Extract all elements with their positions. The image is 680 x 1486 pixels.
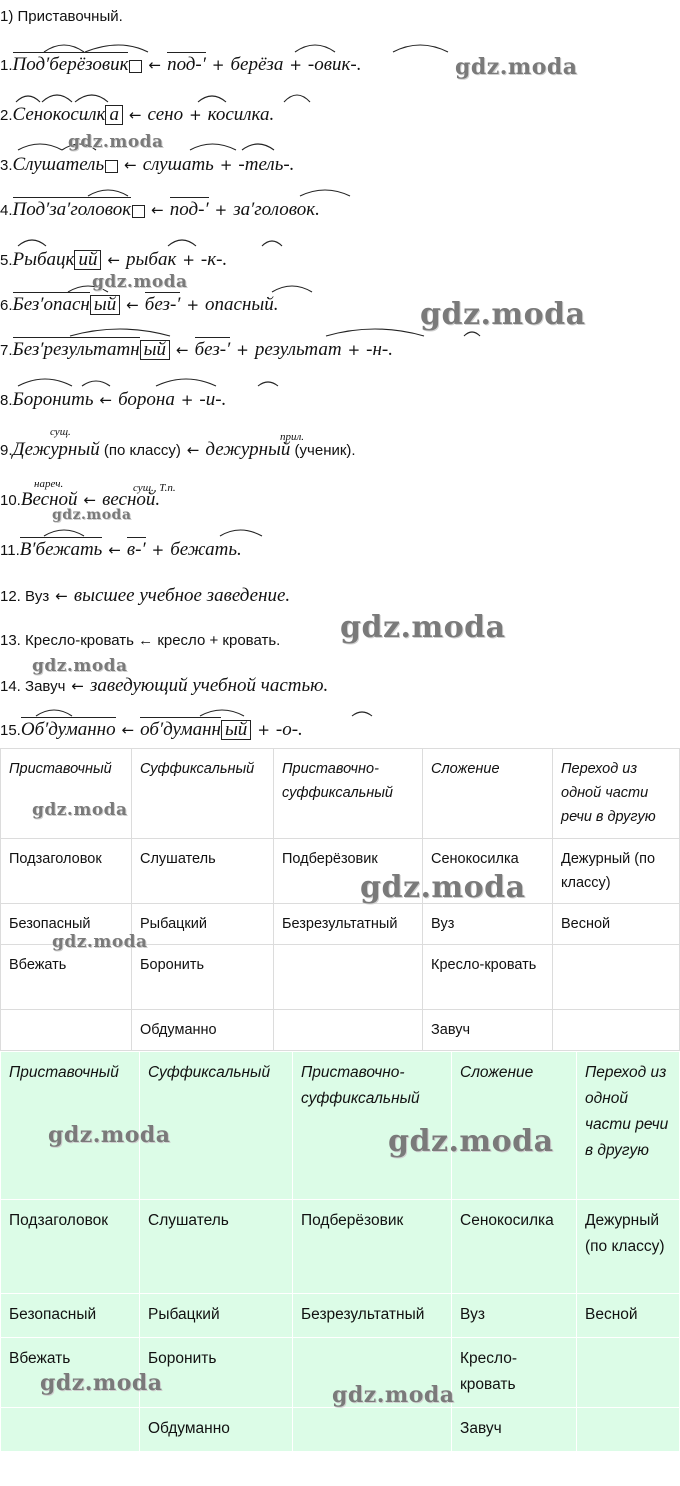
item-9: 9.Дежурный (по классу) ← дежурный (ученик). bbox=[0, 439, 356, 460]
table-cell: Обдуманно bbox=[132, 1010, 274, 1051]
table-cell bbox=[553, 1010, 680, 1051]
table-cell: Слушатель bbox=[140, 1200, 293, 1294]
table-row bbox=[1, 1200, 680, 1294]
watermark: gdz.moda bbox=[340, 610, 506, 645]
pos-note: нареч. bbox=[34, 478, 64, 490]
table-cell: Безопасный bbox=[1, 904, 132, 945]
table-cell: Дежурный (по классу) bbox=[553, 839, 680, 904]
table-cell: Завуч bbox=[423, 1010, 553, 1051]
item-15: 15.Об′думанно ← об′думанн ый + -о-. bbox=[0, 719, 303, 740]
watermark: gdz.moda bbox=[52, 932, 148, 952]
item-12: 12. Вуз ← высшее учебное заведение. bbox=[0, 585, 291, 606]
table-header: Приставочный bbox=[1, 749, 132, 839]
watermark: gdz.moda bbox=[92, 272, 188, 292]
table-header: Сложение bbox=[423, 749, 553, 839]
table-cell: Подберёзовик bbox=[274, 839, 423, 904]
table-cell: Рыбацкий bbox=[132, 904, 274, 945]
item-11: 11.В′бежать ← в-′ + бежать. bbox=[0, 539, 242, 560]
table-cell: Вбежать bbox=[1, 945, 132, 1010]
table-cell: Слушатель bbox=[132, 839, 274, 904]
table-header-row bbox=[1, 749, 680, 839]
watermark: gdz.moda bbox=[388, 1124, 554, 1159]
watermark: gdz.moda bbox=[332, 1382, 455, 1408]
table-cell bbox=[274, 1010, 423, 1051]
watermark: gdz.moda bbox=[48, 1122, 171, 1148]
table-cell: Боронить bbox=[140, 1338, 293, 1408]
table-cell: Вбежать bbox=[1, 1338, 140, 1408]
table-cell bbox=[553, 945, 680, 1010]
derived-word: Под′берёзовик bbox=[12, 54, 129, 75]
table-cell: Обдуманно bbox=[140, 1408, 293, 1452]
table-row bbox=[1, 945, 680, 1010]
table-row bbox=[1, 839, 680, 904]
watermark: gdz.moda bbox=[52, 507, 132, 523]
item-8: 8.Боронить ← борона + -и-. bbox=[0, 389, 227, 410]
ending-box: а bbox=[105, 105, 123, 125]
table-cell: Боронить bbox=[132, 945, 274, 1010]
table-cell: Вуз bbox=[452, 1294, 577, 1338]
table-cell bbox=[274, 945, 423, 1010]
table-cell: Весной bbox=[553, 904, 680, 945]
table-cell: Безопасный bbox=[1, 1294, 140, 1338]
table-cell bbox=[577, 1408, 680, 1452]
pos-note: прил. bbox=[280, 431, 305, 443]
table-header: Переход из одной части речи в другую bbox=[553, 749, 680, 839]
table-cell: Подзаголовок bbox=[1, 1200, 140, 1294]
watermark: gdz.moda bbox=[40, 1370, 163, 1396]
pos-note: сущ. bbox=[50, 426, 71, 438]
table-cell: Безрезультатный bbox=[293, 1294, 452, 1338]
table-row bbox=[1, 1408, 680, 1452]
table-cell: Весной bbox=[577, 1294, 680, 1338]
table-cell bbox=[293, 1408, 452, 1452]
item-5: 5.Рыбацк ий ← рыбак + -к-. bbox=[0, 249, 228, 270]
table-cell: Дежурный (по классу) bbox=[577, 1200, 680, 1294]
null-ending-box bbox=[129, 60, 142, 73]
item-3: 3.Слушатель ← слушать + -тель-. bbox=[0, 154, 295, 175]
table-cell: Сенокосилка bbox=[423, 839, 553, 904]
arrow: ← bbox=[148, 56, 162, 74]
table-cell: Вуз bbox=[423, 904, 553, 945]
table-header: Приставочно-суффиксальный bbox=[274, 749, 423, 839]
table-cell bbox=[1, 1408, 140, 1452]
item-10: 10.Весной ← весной. bbox=[0, 489, 161, 510]
table-cell: Подзаголовок bbox=[1, 839, 132, 904]
table-header: Сложение bbox=[452, 1052, 577, 1200]
item-13: 13. Кресло-кровать ← кресло + кровать. bbox=[0, 632, 281, 649]
item-number: 1. bbox=[0, 57, 13, 74]
table-header: Приставочно-суффиксальный bbox=[293, 1052, 452, 1200]
item-6: 6.Без′опасн ый ← без-′ + опасный. bbox=[0, 294, 279, 315]
watermark: gdz.moda bbox=[455, 54, 578, 80]
table-header: Суффиксальный bbox=[140, 1052, 293, 1200]
table-header: Переход из одной части речи в другую bbox=[577, 1052, 680, 1200]
table-cell bbox=[1, 1010, 132, 1051]
table-cell: Кресло-кровать bbox=[423, 945, 553, 1010]
table-cell: Безрезультатный bbox=[274, 904, 423, 945]
table-cell bbox=[577, 1338, 680, 1408]
table-header: Приставочный bbox=[1, 1052, 140, 1200]
table-row bbox=[1, 1294, 680, 1338]
table-header: Суффиксальный bbox=[132, 749, 274, 839]
table-cell: Рыбацкий bbox=[140, 1294, 293, 1338]
item-1: 1.Под′берёзовик ← под-′ + берёза + -овик-. bbox=[0, 54, 362, 75]
item-2: 2.Сенокосилк а ← сено + косилка. bbox=[0, 104, 275, 125]
item-7: 7.Без′результатн ый ← без-′ + результат + -н-. bbox=[0, 339, 393, 360]
heading: 1) Приставочный. bbox=[0, 8, 123, 25]
item-4: 4.Под′за′головок ← под-′ + за′головок. bbox=[0, 199, 320, 220]
table-cell: Подберёзовик bbox=[293, 1200, 452, 1294]
watermark: gdz.moda bbox=[360, 870, 526, 905]
watermark: gdz.moda bbox=[68, 132, 164, 152]
watermark: gdz.moda bbox=[32, 656, 128, 676]
pos-note: сущ., Т.п. bbox=[133, 482, 176, 494]
table-cell: Сенокосилка bbox=[452, 1200, 577, 1294]
results-table bbox=[0, 748, 680, 1051]
watermark: gdz.moda bbox=[32, 800, 128, 820]
item-14: 14. Завуч ← заведующий учебной частью. bbox=[0, 675, 329, 696]
table-cell: Кресло-кровать bbox=[452, 1338, 577, 1408]
watermark: gdz.moda bbox=[420, 297, 586, 332]
table-cell: Завуч bbox=[452, 1408, 577, 1452]
table-row bbox=[1, 1010, 680, 1051]
